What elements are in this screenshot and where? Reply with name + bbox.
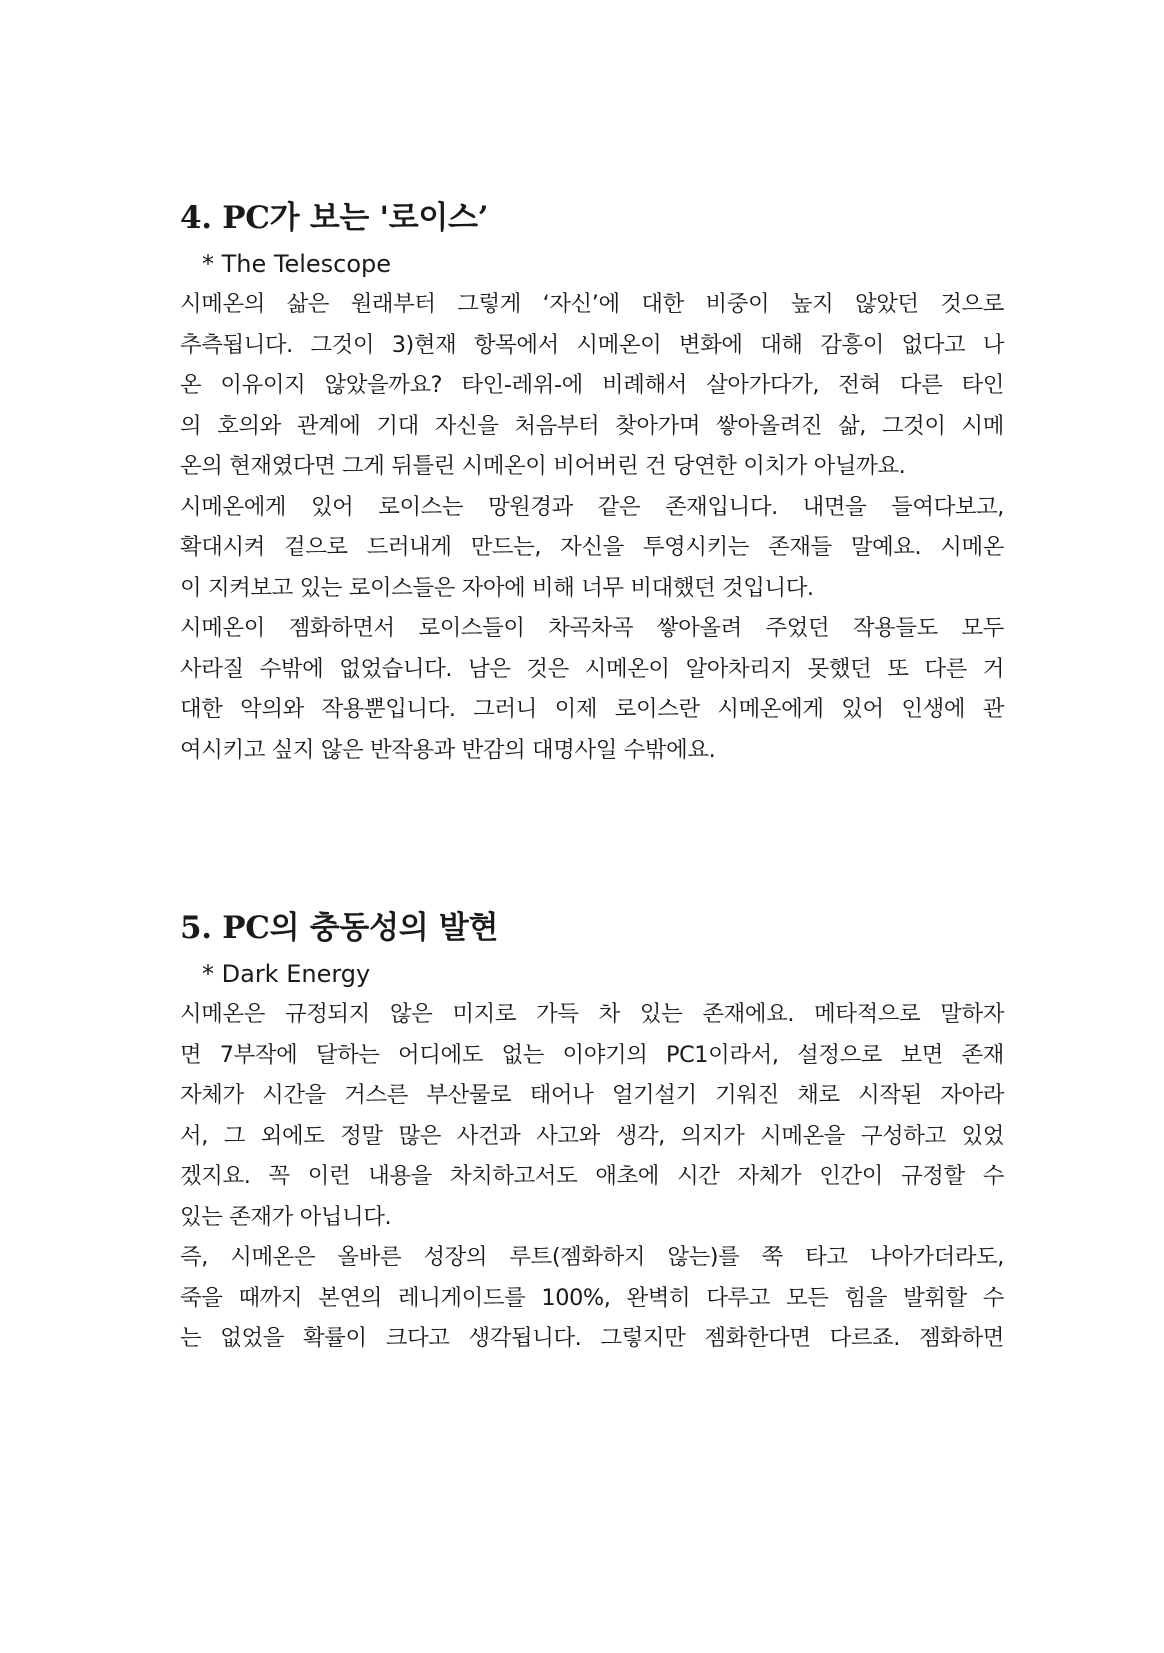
text-line: 시메온이 젬화하면서 로이스들이 차곡차곡 쌓아올려 주었던 작용들도 모두	[180, 615, 1004, 641]
text-line: 여시키고 싶지 않은 반작용과 반감의 대명사일 수밖에요.	[180, 736, 716, 763]
text-line: 죽을 때까지 본연의 레니게이드를 100%, 완벽히 다루고 모든 힘을 발휘할 수	[180, 1284, 1004, 1311]
paragraph	[180, 608, 1004, 770]
section-4	[180, 196, 1004, 770]
text-line: 사라질 수밖에 없었습니다. 남은 것은 시메온이 알아차리지 못했던 또 다른 거	[180, 655, 1004, 682]
text-line: 서, 그 외에도 정말 많은 사건과 사고와 생각, 의지가 시메온을 구성하고 있었	[180, 1122, 1004, 1149]
text-line: 면 7부작에 달하는 어디에도 없는 이야기의 PC1이라서, 설정으로 보면 존재	[180, 1041, 1004, 1068]
text-line: 자체가 시간을 거스른 부산물로 태어나 얼기설기 기워진 채로 시작된 자아라	[180, 1082, 1004, 1108]
text-line: 시메온은 규정되지 않은 미지로 가득 차 있는 존재에요. 메타적으로 말하자	[180, 1001, 1004, 1027]
section-heading: 4. PC가 보는 '로이스’	[180, 200, 489, 236]
paragraph	[180, 1237, 1004, 1359]
text-line: 겠지요. 꼭 이런 내용을 차치하고서도 애초에 시간 자체가 인간이 규정할 수	[180, 1163, 1004, 1189]
text-line: 확대시켜 겉으로 드러내게 만드는, 자신을 투영시키는 존재들 말예요. 시메온	[180, 534, 1004, 560]
text-line: 추측됩니다. 그것이 3)현재 항목에서 시메온이 변화에 대해 감흥이 없다고 나	[180, 331, 1004, 358]
section-5	[180, 906, 1004, 1359]
section-subtitle: * Dark Energy	[202, 960, 371, 988]
text-line: 온의 현재였다면 그게 뒤틀린 시메온이 비어버린 건 당연한 이치가 아닐까요.	[180, 453, 906, 479]
text-line: 온 이유이지 않았을까요? 타인-레위-에 비례해서 살아가다가, 전혀 다른 타인	[180, 372, 1004, 398]
text-line: 있는 존재가 아닙니다.	[180, 1203, 392, 1230]
paragraph	[180, 994, 1004, 1237]
text-line: 이 지켜보고 있는 로이스들은 자아에 비해 너무 비대했던 것입니다.	[180, 574, 814, 601]
text-line: 는 없었을 확률이 크다고 생각됩니다. 그렇지만 젬화한다면 다르죠. 젬화하면	[180, 1325, 1004, 1351]
section-subtitle: * The Telescope	[202, 250, 392, 278]
text-line: 의 호의와 관계에 기대 자신을 처음부터 찾아가며 쌓아올려진 삶, 그것이 시메	[180, 412, 1004, 439]
text-line: 시메온의 삶은 원래부터 그렇게 ‘자신’에 대한 비중이 높지 않았던 것으로	[180, 291, 1004, 317]
section-heading: 5. PC의 충동성의 발현	[180, 910, 499, 946]
paragraph	[180, 487, 1004, 609]
text-line: 시메온에게 있어 로이스는 망원경과 같은 존재입니다. 내면을 들여다보고,	[180, 493, 1004, 520]
paragraph	[180, 284, 1004, 487]
text-line: 즉, 시메온은 올바른 성장의 루트(젬화하지 않는)를 쭉 타고 나아가더라도,	[180, 1244, 1004, 1270]
text-line: 대한 악의와 작용뿐입니다. 그러니 이제 로이스란 시메온에게 있어 인생에 관	[180, 696, 1004, 722]
